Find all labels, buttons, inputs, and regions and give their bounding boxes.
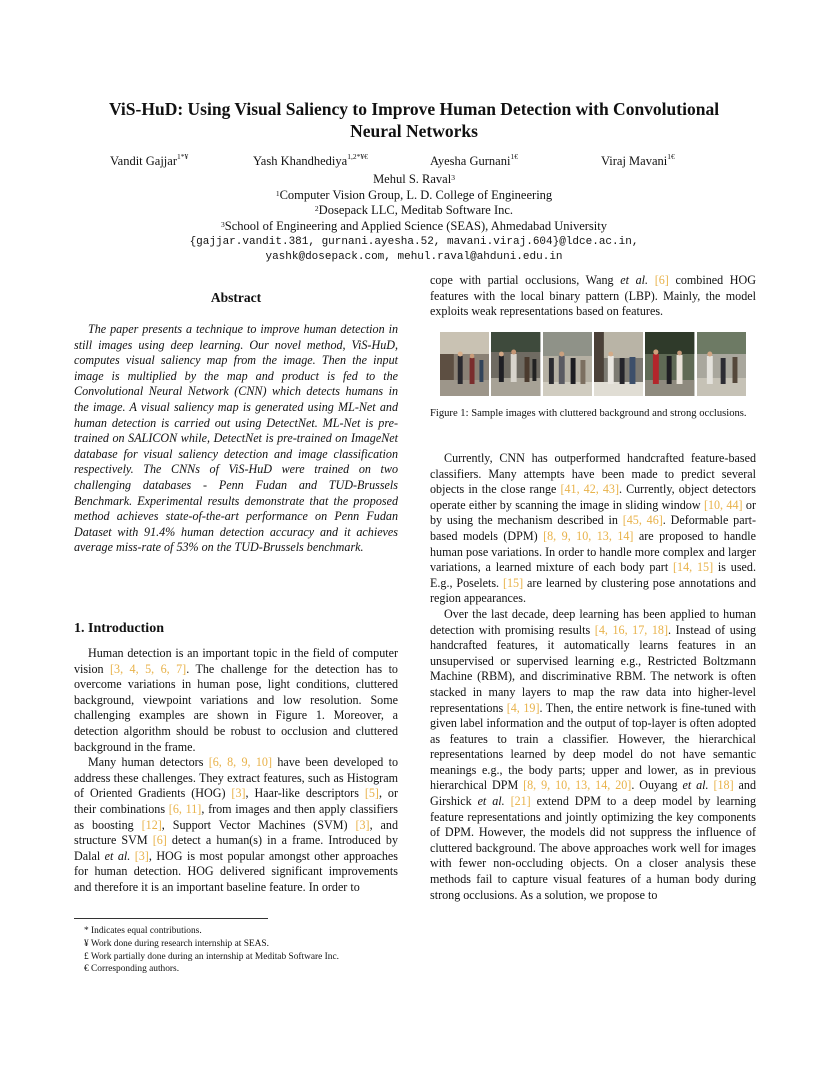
emphasis-text: et al. [620, 273, 649, 287]
figure-1-image-strip [440, 332, 746, 396]
author-1: Vandit Gajjar$^{1*¥}$ [110, 152, 189, 168]
citation-link[interactable]: [8, 9, 10, 13, 14, 20] [523, 778, 632, 793]
citation-link[interactable]: [6, 8, 9, 10] [208, 755, 273, 770]
citation-link[interactable]: [10, 44] [703, 497, 743, 512]
emails-line-2: yashk@dosepack.com, mehul.raval@ahduni.edu.in [265, 251, 563, 263]
intro-paragraph-2: Many human detectors [6, 8, 9, 10] have been developed to address these challenges. They extract features, such as Histogram of Oriented Gradients (HOG) [3], Haar-like descriptors [5], or their combinations [6, 11], from images and then apply classifiers as boosting [12], Support Vector Machines (SVM) [3], and structure SVM [6] detect a human(s) in a frame. Introduced by Dalal et al. [3], HOG is most popular amongst other approaches for human detection. HOG delivered significant improvements and therefore it is an important baseline feature. In order to [74, 755, 399, 894]
right-column-top [430, 273, 756, 320]
figure-thumbnail [594, 332, 643, 396]
figure-thumbnail [491, 332, 540, 396]
citation-link[interactable]: [45, 46] [622, 513, 663, 528]
citation-link[interactable]: [4, 16, 17, 18] [594, 622, 669, 637]
citation-link[interactable]: [18] [713, 778, 734, 793]
citation-link[interactable]: [6, 11] [168, 801, 202, 816]
author-3: Ayesha Gurnani$^{1€}$ [430, 152, 518, 168]
emphasis-text: et al. [104, 848, 131, 863]
affiliation-3: $^3$School of Engineering and Applied Science (SEAS), Ahmedabad University [221, 219, 607, 233]
author-2: Yash Khandhediya$^{1,2*¥€}$ [253, 152, 368, 168]
citation-link[interactable]: [3] [231, 786, 246, 801]
figure-thumbnail [440, 332, 489, 396]
footnote-4: € Corresponding authors. [84, 964, 180, 975]
figure-1-caption: Figure 1: Sample images with cluttered background and strong occlusions. [430, 408, 747, 419]
footnote-2: ¥ Work done during research internship at SEAS. [84, 938, 269, 949]
citation-link[interactable]: [21] [510, 794, 531, 809]
right-column-body [430, 451, 756, 903]
title-line-2: Neural Networks [350, 121, 478, 141]
title-line-1: ViS-HuD: Using Visual Saliency to Improve Human Detection with Convolutional [108, 99, 720, 119]
emails-line-1: {gajjar.vandit.381, gurnani.ayesha.52, mavani.viraj.604}@ldce.ac.in, [189, 236, 639, 248]
citation-link[interactable]: [15] [502, 575, 524, 590]
abstract-heading: Abstract [210, 290, 262, 305]
left-column-body [74, 646, 398, 896]
intro-paragraph-1: Human detection is an important topic in the field of computer vision [3, 4, 5, 6, 7]. The challenge for the detection has to overcome variations in human pose, light conditions, cluttered background, viewpoint variations and low resolution. Some challenging examples are shown in Figure 1. Moreover, a detection algorithm should be robust to occlusion and cluttered background in the frame. [74, 646, 398, 754]
right-paragraph-cnn: Currently, CNN has outperformed handcrafted feature-based classifiers. Many attempts have been made to predict several objects in the close range [41, 42, 43]. Currently, object detectors operate either by scanning the image in sliding window [10, 44] or by using the mechanism described in [45, 46]. Deformable part-based models (DPM) [8, 9, 10, 13, 14] are proposed to handle human pose variations. In order to handle more complex and larger variations, a learned mixture of each body part [14, 15] is used. E.g., Poselets. [15] are learned by clustering pose annotations and region appearances. [430, 451, 757, 606]
citation-link[interactable]: [8, 9, 10, 13, 14] [543, 528, 634, 543]
author-5: Mehul S. Raval$^3$ [373, 172, 455, 186]
emphasis-text: et al. [477, 794, 505, 809]
citation-link[interactable]: [3, 4, 5, 6, 7] [110, 661, 187, 676]
affiliation-2: $^2$Dosepack LLC, Meditab Software Inc. [314, 203, 514, 217]
citation-link[interactable]: [3] [355, 817, 370, 832]
citation-link[interactable]: [4, 19] [506, 700, 540, 715]
footnotes [84, 925, 339, 976]
figure-thumbnail [543, 332, 592, 396]
figure-thumbnail [697, 332, 746, 396]
citation-link[interactable]: [3] [134, 848, 149, 863]
affiliation-1: $^1$Computer Vision Group, L. D. College of Engineering [275, 188, 553, 202]
figure-thumbnail [645, 332, 694, 396]
right-paragraph-deep-learning: Over the last decade, deep learning has been applied to human detection with promising results [4, 16, 17, 18]. Instead of using handcrafted features, it automatically learns features in an unsupervised or supervised learning e.g., Restricted Boltzmann Machine (RBM), and discriminative RBM. The network is often stacked in many layers to map the raw data into higher-level representations [4, 19]. Then, the entire network is fine-tuned with given label information and the output of top-layer is often adopted as features to train a classifier. However, the hierarchical representations learned by deep model do not have semantic meanings e.g., the body parts; upper and lower, as in previous hierarchical DPM [8, 9, 10, 13, 14, 20]. Ouyang et al. [18] and Girshick et al. [21] extend DPM to a deep model by learning feature representations and jointly optimizing the key components of DPM. However, the models did not suppress the influence of cluttered background. The above approaches work well for images with fewer non-occluding objects. On a closer analysis these methods fail to capture visual features of a human body during strong occlusions. As a solution, we propose to [430, 606, 757, 902]
footnote-1: * Indicates equal contributions. [84, 926, 202, 936]
author-4: Viraj Mavani$^{1€}$ [601, 152, 675, 168]
footnote-rule [74, 918, 268, 919]
paper-title [40, 98, 788, 142]
citation-link[interactable]: [14, 15] [673, 560, 714, 575]
footnote-3: £ Work partially done during an internship at Meditab Software Inc. [84, 951, 339, 962]
citation-link[interactable]: [12] [141, 817, 162, 832]
section-heading-introduction: 1. Introduction [74, 621, 164, 636]
citation-link[interactable]: [6] [654, 273, 669, 287]
citation-link[interactable]: [41, 42, 43] [560, 482, 619, 497]
emphasis-text: et al. [682, 778, 709, 793]
citation-link[interactable]: [6] [152, 833, 167, 848]
right-paragraph-top: cope with partial occlusions, Wang et al. [6] combined HOG features with the local binary pattern (LBP). Mainly, the model exploits weak representations based on features. [430, 273, 756, 319]
citation-link[interactable]: [5] [364, 786, 379, 801]
abstract-text: The paper presents a technique to improve human detection in still images using deep learning. Our novel method, ViS-HuD, computes visual saliency map from the image. Then the input image is multiplied by the map and product is fed to the Convolutional Neural Network (CNN) which detects humans in the image. A visual saliency map is generated using ML-Net and human detection is carried out using DetectNet. ML-Net is pre-trained on SALICON while, DetectNet is pre-trained on ImageNet database for visual saliency detection and image classification respectively. The CNNs of ViS-HuD were trained on two challenging databases - Penn Fudan and TUD-Brussels Benchmark. Experimental results demonstrate that the proposed method achieves state-of-the-art performance on Penn Fudan Dataset with 91.4% human detection accuracy and it achieves average miss-rate of 53% on the TUD-Brussels benchmark. [74, 322, 398, 555]
